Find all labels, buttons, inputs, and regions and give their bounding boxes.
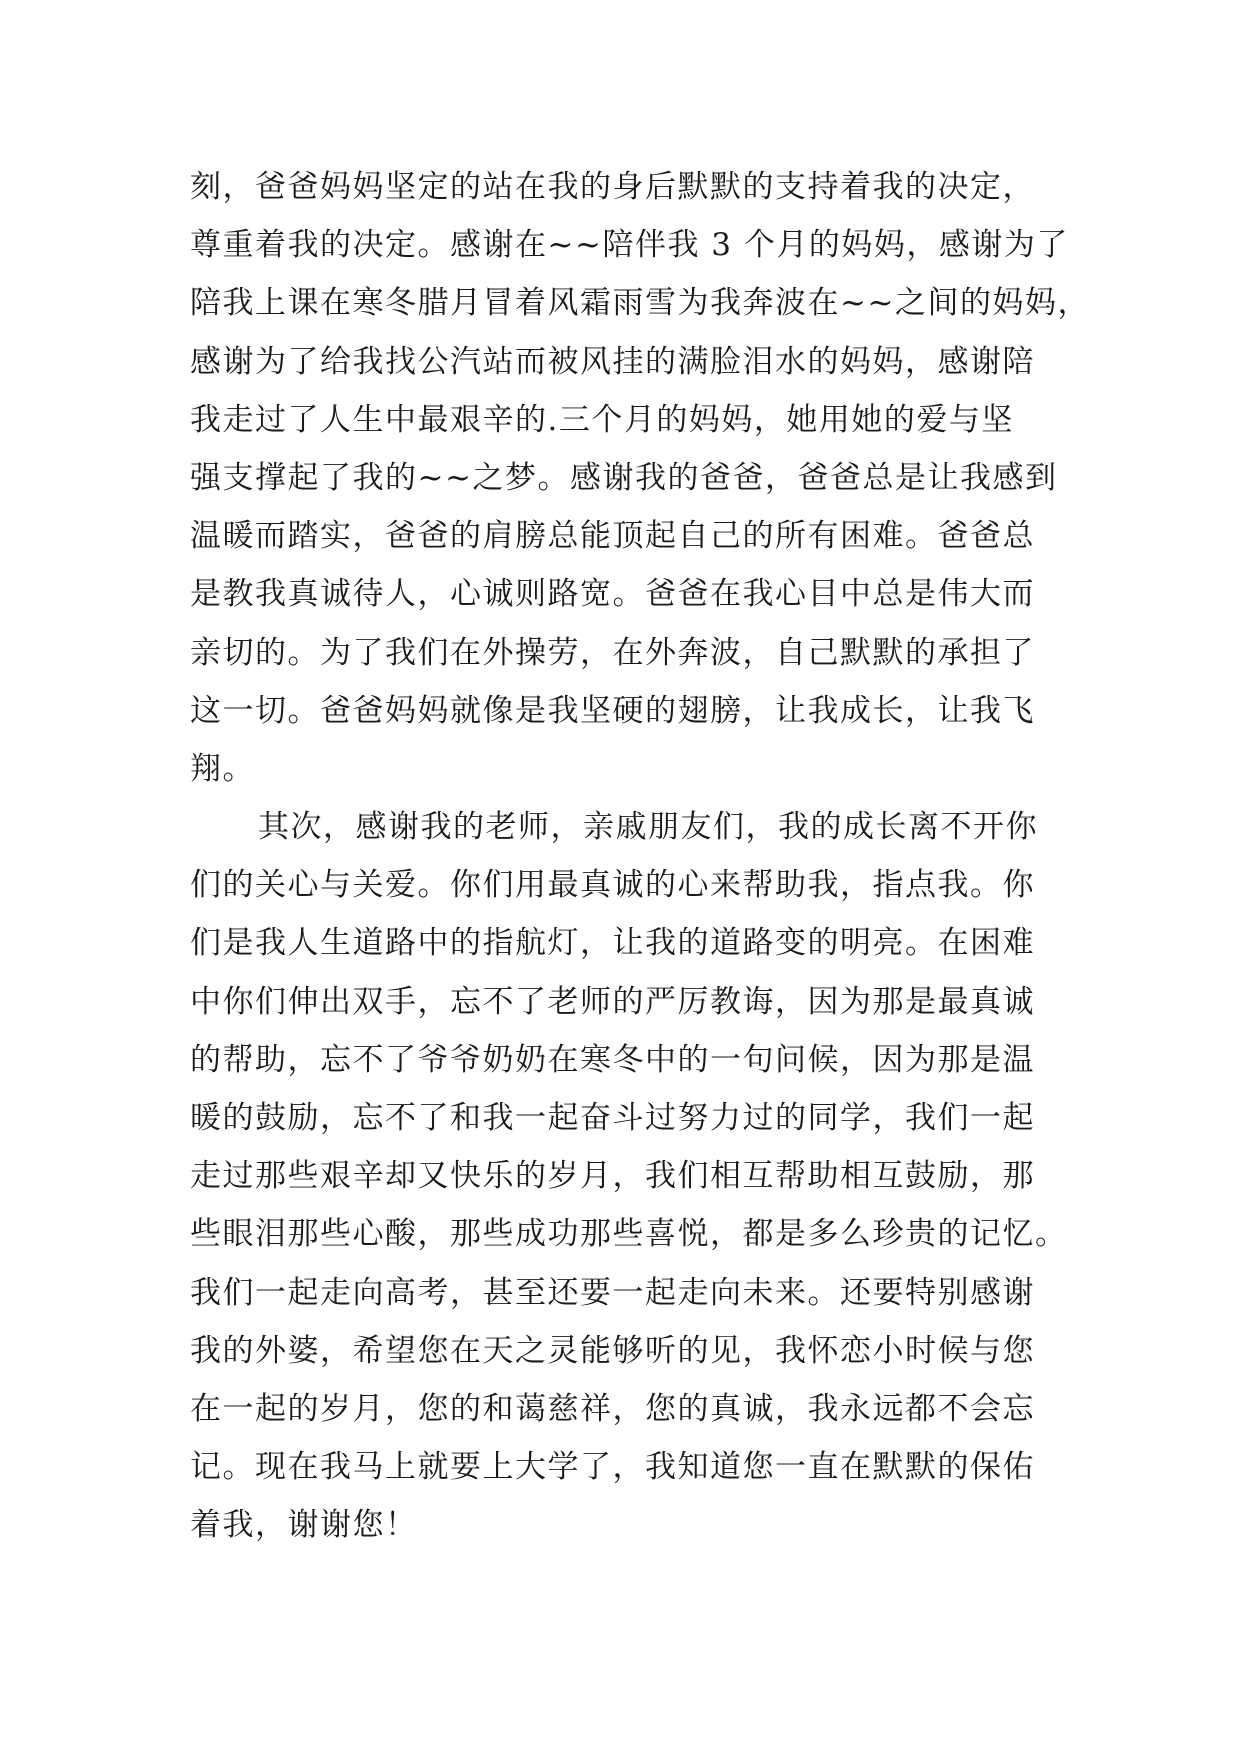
text-line: 中你们伸出双手，忘不了老师的严厉教诲，因为那是最真诚	[190, 983, 1035, 1020]
text-line: 暖的鼓励，忘不了和我一起奋斗过努力过的同学，我们一起	[190, 1100, 1035, 1136]
text-line: 我走过了人生中最艰辛的.三个月的妈妈，她用她的爱与坚	[190, 401, 1014, 438]
text-line: 着我，谢谢您！	[190, 1507, 418, 1544]
text-line: 走过那些艰辛却又快乐的岁月，我们相互帮助相互鼓励，那	[190, 1158, 1035, 1195]
text-line: 记。现在我马上就要上大学了，我知道您一直在默默的保佑	[190, 1449, 1035, 1486]
text-line: 我的外婆，希望您在天之灵能够听的见，我怀恋小时候与您	[190, 1332, 1035, 1369]
body-text	[190, 158, 1090, 1555]
text-line: 感谢为了给我找公汽站而被风挂的满脸泪水的妈妈，感谢陪	[190, 343, 1035, 380]
paragraph-start-line: 其次，感谢我的老师，亲戚朋友们，我的成长离不开你	[258, 809, 1038, 846]
text-line: 这一切。爸爸妈妈就像是我坚硬的翅膀，让我成长，让我飞	[190, 692, 1035, 729]
text-line: 们是我人生道路中的指航灯，让我的道路变的明亮。在困难	[190, 925, 1035, 962]
text-line: 温暖而踏实，爸爸的肩膀总能顶起自己的所有困难。爸爸总	[190, 518, 1035, 555]
text-line: 在一起的岁月，您的和蔼慈祥，您的真诚，我永远都不会忘	[190, 1390, 1035, 1427]
text-line: 我们一起走向高考，甚至还要一起走向未来。还要特别感谢	[190, 1274, 1035, 1311]
text-line: 们的关心与关爱。你们用最真诚的心来帮助我，指点我。你	[190, 867, 1035, 904]
text-line: 些眼泪那些心酸，那些成功那些喜悦，都是多么珍贵的记忆。	[190, 1216, 1068, 1253]
text-line: 陪我上课在寒冬腊月冒着风霜雨雪为我奔波在~~之间的妈妈，	[190, 285, 1090, 322]
text-line: 强支撑起了我的~~之梦。感谢我的爸爸，爸爸总是让我感到	[190, 459, 1058, 496]
text-line: 刻，爸爸妈妈坚定的站在我的身后默默的支持着我的决定，	[190, 169, 1035, 205]
text-line: 亲切的。为了我们在外操劳，在外奔波，自己默默的承担了	[190, 634, 1035, 671]
text-line: 是教我真诚待人，心诚则路宽。爸爸在我心目中总是伟大而	[190, 576, 1035, 613]
text-line: 翔。	[190, 750, 255, 787]
text-line: 尊重着我的决定。感谢在~~陪伴我 3 个月的妈妈，感谢为了	[190, 227, 1069, 264]
text-line: 的帮助，忘不了爷爷奶奶在寒冬中的一句问候，因为那是温	[190, 1041, 1035, 1078]
